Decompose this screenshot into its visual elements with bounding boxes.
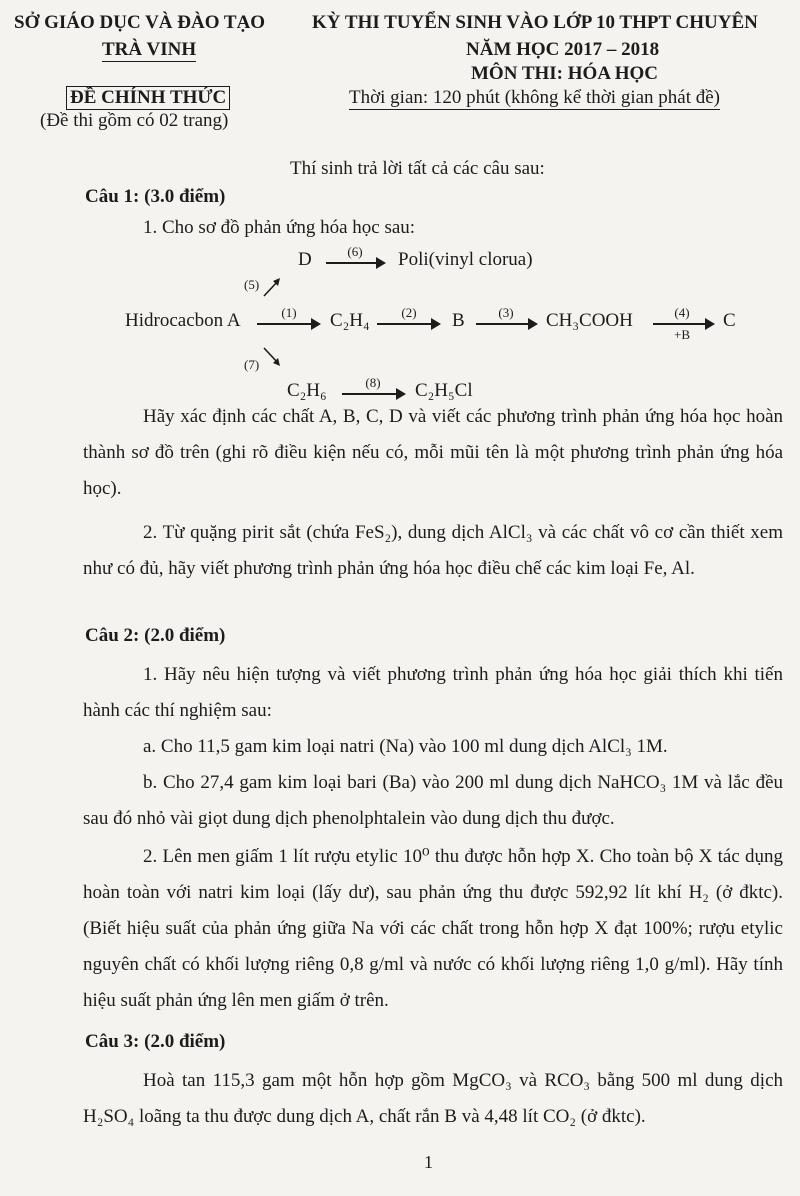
q3-title: Câu 3: (2.0 điểm) xyxy=(85,1031,226,1052)
scheme-B: B xyxy=(452,310,465,331)
label-8: (8) xyxy=(365,375,381,390)
arrow-7-diag xyxy=(262,346,282,368)
scheme-C2H6: C₂H₆ xyxy=(287,380,327,401)
label-1: (1) xyxy=(281,305,297,320)
arrow-8 xyxy=(342,393,404,395)
label-2: (2) xyxy=(401,305,417,320)
pages-note: (Đề thi gồm có 02 trang) xyxy=(40,110,229,131)
scheme-C2H4: C₂H₄ xyxy=(330,310,370,331)
q2-part1-text: 1. Hãy nêu hiện tượng và viết phương trình phản ứng hóa học giải thích khi tiến hành các thí nghiệm sau: xyxy=(83,664,783,721)
label-4-below: +B xyxy=(673,327,690,342)
label-6: (6) xyxy=(347,244,363,259)
q1-part1-text: Hãy xác định các chất A, B, C, D và viết các phương trình phản ứng hóa học hoàn thành sơ đồ trên (ghi rõ điều kiện nếu có, mỗi mũi tên là một phương trình phản ứng hóa học). xyxy=(83,406,783,499)
scheme-C2H5Cl: C₂H₅Cl xyxy=(415,380,473,401)
scheme-acid: CH₃COOH xyxy=(546,310,633,331)
page-number: 1 xyxy=(424,1152,433,1172)
province-name: TRÀ VINH xyxy=(102,39,197,60)
label-3: (3) xyxy=(498,305,514,320)
q1-title: Câu 1: (3.0 điểm) xyxy=(85,186,226,207)
q2-part2-text: 2. Lên men giấm 1 lít rượu etylic 10⁰ thu được hỗn hợp X. Cho toàn bộ X tác dụng hoàn toàn với natri kim loại (lấy dư), sau phản ứng thu được 592,92 lít khí H₂ (ở đktc). (Biết hiệu suất của phản ứng giữa Na với các chất trong hỗn hợp X đạt 100%; rượu etylic nguyên chất có khối lượng riêng 0,8 g/ml và nước có khối lượng riêng 1,0 g/ml). Hãy tính hiệu suất phản ứng lên men giấm ở trên. xyxy=(83,846,783,1011)
q3-text: Hoà tan 115,3 gam một hỗn hợp gồm MgCO₃ và RCO₃ bằng 500 ml dung dịch H₂SO₄ loãng ta thu được dung dịch A, chất rắn B và 4,48 lít CO₂ (ở đktc). xyxy=(83,1070,783,1127)
q2-item-a: a. Cho 11,5 gam kim loại natri (Na) vào 100 ml dung dịch AlCl₃ 1M. xyxy=(143,736,668,757)
q2-item-b: b. Cho 27,4 gam kim loại bari (Ba) vào 200 ml dung dịch NaHCO₃ 1M và lắc đều sau đó nhỏ vài giọt dung dịch phenolphtalein vào dung dịch thu được. xyxy=(83,772,783,829)
arrow-5-diag xyxy=(262,276,282,298)
arrow-6 xyxy=(326,262,384,264)
time-limit: Thời gian: 120 phút (không kể thời gian phát đề) xyxy=(349,87,721,108)
scheme-pvc: Poli(vinyl clorua) xyxy=(398,249,533,270)
subject: MÔN THI: HÓA HỌC xyxy=(471,63,659,84)
instruction: Thí sinh trả lời tất cả các câu sau: xyxy=(290,158,545,179)
q1-part2-text: 2. Từ quặng pirit sắt (chứa FeS₂), dung dịch AlCl₃ và các chất vô cơ cần thiết xem như có đủ, hãy viết phương trình phản ứng hóa học điều chế các kim loại Fe, Al. xyxy=(83,522,783,579)
label-5: (5) xyxy=(244,277,260,292)
arrow-1 xyxy=(257,323,319,325)
scheme-C: C xyxy=(723,310,736,331)
q1-part1-intro: 1. Cho sơ đồ phản ứng hóa học sau: xyxy=(143,217,416,238)
school-year: NĂM HỌC 2017 – 2018 xyxy=(466,39,660,60)
label-4: (4) xyxy=(674,305,690,320)
department-name: SỞ GIÁO DỤC VÀ ĐÀO TẠO xyxy=(14,12,266,33)
scheme-A: Hidrocacbon A xyxy=(125,310,241,331)
scheme-D: D xyxy=(298,249,312,270)
exam-title: KỲ THI TUYỂN SINH VÀO LỚP 10 THPT CHUYÊN xyxy=(312,12,758,33)
arrow-4 xyxy=(653,323,713,325)
arrow-3 xyxy=(476,323,536,325)
official-label: ĐỀ CHÍNH THỨC xyxy=(66,86,230,110)
label-7: (7) xyxy=(244,357,260,372)
q2-title: Câu 2: (2.0 điểm) xyxy=(85,625,226,646)
arrow-2 xyxy=(377,323,439,325)
